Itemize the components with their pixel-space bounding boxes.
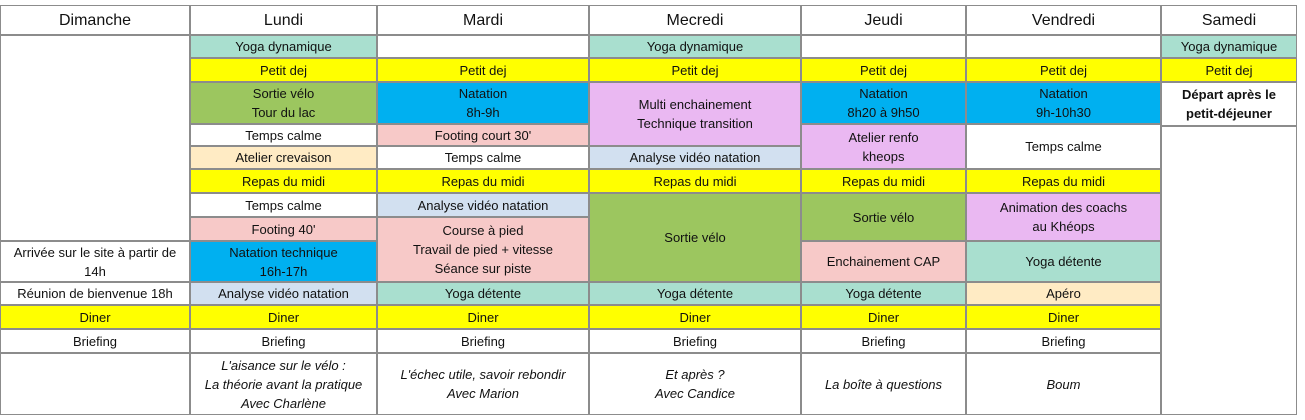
jeudi-yoga-cell[interactable] xyxy=(801,282,966,305)
dimanche-reunion-cell[interactable] xyxy=(0,282,190,305)
dimanche-briefing-label: Briefing xyxy=(72,333,118,349)
mercredi-diner-cell[interactable] xyxy=(589,305,801,329)
lundi-sortie-line1: Sortie vélo xyxy=(252,86,315,101)
lundi-soiree-line1: L'aisance sur le vélo : xyxy=(221,357,346,373)
samedi-yoga-cell[interactable] xyxy=(1161,35,1297,58)
lundi-temps-calme-label: Temps calme xyxy=(245,127,322,143)
vendredi-animation-cell[interactable] xyxy=(966,193,1161,241)
vendredi-animation-line2: au Khéops xyxy=(1032,219,1095,234)
lundi-sortie-velo-cell[interactable] xyxy=(190,82,377,124)
day-header-lundi[interactable] xyxy=(190,5,377,35)
jeudi-briefing-cell[interactable] xyxy=(801,329,966,353)
lundi-natation-line1: Natation technique xyxy=(229,244,338,260)
samedi-depart-line2: petit-déjeuner xyxy=(1186,106,1272,121)
mercredi-repas-cell[interactable] xyxy=(589,169,801,193)
vendredi-petit-dej-cell[interactable] xyxy=(966,58,1161,82)
dimanche-empty-cell[interactable] xyxy=(0,35,190,241)
mercredi-yoga-detente-label: Yoga détente xyxy=(656,286,734,301)
jeudi-atelier-cell[interactable] xyxy=(801,124,966,169)
lundi-natation-line2: 16h-17h xyxy=(259,263,308,279)
lundi-diner-label: Diner xyxy=(267,309,300,325)
mercredi-analyse-label: Analyse vidéo natation xyxy=(629,150,761,165)
mercredi-sortie-velo-cell[interactable] xyxy=(589,193,801,282)
mercredi-multi-cell[interactable] xyxy=(589,82,801,146)
samedi-empty-cell[interactable] xyxy=(1161,126,1297,415)
day-header-label: Samedi xyxy=(1201,11,1257,29)
mercredi-briefing-label: Briefing xyxy=(672,333,718,349)
lundi-footing-label: Footing 40' xyxy=(251,221,316,237)
mardi-yoga-cell[interactable] xyxy=(377,282,589,305)
jeudi-sortie-velo-cell[interactable] xyxy=(801,193,966,241)
jeudi-soiree-cell[interactable] xyxy=(801,353,966,415)
mardi-footing-cell[interactable] xyxy=(377,124,589,146)
jeudi-repas-label: Repas du midi xyxy=(841,173,926,189)
mercredi-multi-line2: Technique transition xyxy=(637,116,753,131)
jeudi-empty-cell[interactable] xyxy=(801,35,966,58)
samedi-depart-line1: Départ après le xyxy=(1182,87,1276,102)
day-header-mercredi[interactable] xyxy=(589,5,801,35)
dimanche-diner-label: Diner xyxy=(79,309,111,325)
vendredi-repas-cell[interactable] xyxy=(966,169,1161,193)
mercredi-yoga-cell[interactable] xyxy=(589,35,801,58)
mardi-repas-cell[interactable] xyxy=(377,169,589,193)
mardi-course-line1: Course à pied xyxy=(442,223,524,238)
jeudi-sortie-label: Sortie vélo xyxy=(852,209,915,225)
day-header-label: Mardi xyxy=(462,11,503,29)
day-header-mardi[interactable] xyxy=(377,5,589,35)
day-header-label: Vendredi xyxy=(1031,11,1096,29)
lundi-petit-dej-label: Petit dej xyxy=(260,62,307,78)
dimanche-evening-empty-cell[interactable] xyxy=(0,353,190,415)
lundi-footing-cell[interactable] xyxy=(190,217,377,241)
mercredi-briefing-cell[interactable] xyxy=(589,329,801,353)
vendredi-briefing-label: Briefing xyxy=(1041,333,1086,349)
mercredi-multi-line1: Multi enchainement xyxy=(638,97,752,112)
vendredi-empty-cell[interactable] xyxy=(966,35,1161,58)
samedi-petit-dej-label: Petit dej xyxy=(1205,62,1253,78)
vendredi-briefing-cell[interactable] xyxy=(966,329,1161,353)
dimanche-diner-cell[interactable] xyxy=(0,305,190,329)
mercredi-repas-label: Repas du midi xyxy=(653,173,737,189)
mardi-diner-label: Diner xyxy=(467,309,499,325)
lundi-petit-dej-cell[interactable] xyxy=(190,58,377,82)
lundi-yoga-label: Yoga dynamique xyxy=(235,39,332,54)
mardi-repas-label: Repas du midi xyxy=(441,173,525,189)
jeudi-natation-line2: 8h20 à 9h50 xyxy=(847,105,920,120)
vendredi-natation-line2: 9h-10h30 xyxy=(1036,105,1091,120)
mercredi-soiree-line2: Avec Candice xyxy=(655,386,735,401)
mercredi-analyse-cell[interactable] xyxy=(589,146,801,169)
mercredi-soiree-line1: Et après ? xyxy=(665,367,725,382)
day-header-label: Lundi xyxy=(263,11,304,29)
lundi-briefing-label: Briefing xyxy=(261,333,306,349)
mardi-soiree-cell[interactable] xyxy=(377,353,589,415)
jeudi-natation-cell[interactable] xyxy=(801,82,966,124)
vendredi-animation-line1: Animation des coachs xyxy=(999,200,1128,215)
vendredi-natation-line1: Natation xyxy=(1039,86,1088,101)
mardi-natation-line2: 8h-9h xyxy=(466,105,500,120)
mardi-footing-label: Footing court 30' xyxy=(434,127,532,143)
day-header-samedi[interactable] xyxy=(1161,5,1297,35)
jeudi-repas-cell[interactable] xyxy=(801,169,966,193)
lundi-diner-cell[interactable] xyxy=(190,305,377,329)
mercredi-diner-label: Diner xyxy=(679,309,711,325)
vendredi-soiree-cell[interactable] xyxy=(966,353,1161,415)
dimanche-reunion-label: Réunion de bienvenue 18h xyxy=(17,286,173,301)
day-header-label: Dimanche xyxy=(58,11,132,29)
mercredi-petit-dej-label: Petit dej xyxy=(671,62,719,78)
dimanche-arrivee-line2: 14h xyxy=(84,263,106,279)
jeudi-petit-dej-label: Petit dej xyxy=(860,62,907,78)
mardi-course-line2: Travail de pied + vitesse xyxy=(412,242,554,257)
lundi-atelier-label: Atelier crevaison xyxy=(235,150,332,165)
day-header-jeudi[interactable] xyxy=(801,5,966,35)
mardi-temps-calme-label: Temps calme xyxy=(444,150,522,165)
mardi-soiree-line2: Avec Marion xyxy=(446,386,519,401)
jeudi-diner-cell[interactable] xyxy=(801,305,966,329)
mardi-analyse-cell[interactable] xyxy=(377,193,589,217)
vendredi-diner-label: Diner xyxy=(1047,309,1080,325)
lundi-temps-calme2-cell[interactable] xyxy=(190,193,377,217)
lundi-temps-calme-cell[interactable] xyxy=(190,124,377,146)
mardi-natation-line1: Natation xyxy=(458,86,508,101)
vendredi-yoga-label: Yoga détente xyxy=(1025,254,1102,269)
samedi-depart-cell[interactable] xyxy=(1161,82,1297,126)
jeudi-enchainement-cell[interactable] xyxy=(801,241,966,282)
lundi-temps-calme2-label: Temps calme xyxy=(245,197,322,213)
vendredi-diner-cell[interactable] xyxy=(966,305,1161,329)
day-header-label: Jeudi xyxy=(864,11,903,29)
day-header-vendredi[interactable] xyxy=(966,5,1161,35)
mardi-soiree-line1: L'échec utile, savoir rebondir xyxy=(400,367,566,382)
vendredi-yoga-cell[interactable] xyxy=(966,241,1161,282)
mardi-yoga-label: Yoga détente xyxy=(444,286,522,301)
jeudi-natation-line1: Natation xyxy=(859,86,908,101)
vendredi-petit-dej-label: Petit dej xyxy=(1040,62,1087,78)
samedi-yoga-label: Yoga dynamique xyxy=(1180,39,1278,54)
lundi-soiree-line2: La théorie avant la pratique xyxy=(204,376,363,392)
samedi-petit-dej-cell[interactable] xyxy=(1161,58,1297,82)
mardi-briefing-cell[interactable] xyxy=(377,329,589,353)
mardi-empty-cell[interactable] xyxy=(377,35,589,58)
vendredi-temps-calme-label: Temps calme xyxy=(1025,139,1102,154)
dimanche-arrivee-cell[interactable] xyxy=(0,241,190,282)
lundi-briefing-cell[interactable] xyxy=(190,329,377,353)
day-header-label: Mecredi xyxy=(666,11,724,29)
mardi-temps-calme-cell[interactable] xyxy=(377,146,589,169)
lundi-sortie-line2: Tour du lac xyxy=(251,105,316,120)
day-header-dimanche[interactable] xyxy=(0,5,190,35)
vendredi-temps-calme-cell[interactable] xyxy=(966,124,1161,169)
dimanche-arrivee-line1: Arrivée sur le site à partir de xyxy=(13,244,177,260)
lundi-natation-cell[interactable] xyxy=(190,241,377,282)
lundi-atelier-cell[interactable] xyxy=(190,146,377,169)
vendredi-apero-label: Apéro xyxy=(1046,286,1081,301)
jeudi-enchainement-label: Enchainement CAP xyxy=(826,254,941,269)
jeudi-petit-dej-cell[interactable] xyxy=(801,58,966,82)
jeudi-diner-label: Diner xyxy=(867,309,900,325)
lundi-analyse-label: Analyse vidéo natation xyxy=(218,286,349,301)
vendredi-soiree-label: Boum xyxy=(1046,376,1081,392)
mardi-petit-dej-cell[interactable] xyxy=(377,58,589,82)
mercredi-sortie-label: Sortie vélo xyxy=(664,230,726,245)
lundi-repas-label: Repas du midi xyxy=(241,173,326,189)
vendredi-repas-label: Repas du midi xyxy=(1021,173,1106,189)
mardi-analyse-label: Analyse vidéo natation xyxy=(417,197,549,213)
lundi-soiree-line3: Avec Charlène xyxy=(240,395,327,411)
jeudi-briefing-label: Briefing xyxy=(861,333,906,349)
vendredi-natation-cell[interactable] xyxy=(966,82,1161,124)
mardi-course-cell[interactable] xyxy=(377,217,589,282)
jeudi-atelier-line2: kheops xyxy=(862,148,905,164)
jeudi-soiree-label: La boîte à questions xyxy=(824,376,943,392)
lundi-analyse-cell[interactable] xyxy=(190,282,377,305)
mercredi-petit-dej-cell[interactable] xyxy=(589,58,801,82)
dimanche-briefing-cell[interactable] xyxy=(0,329,190,353)
mardi-course-line3: Séance sur piste xyxy=(434,261,532,276)
mercredi-soiree-cell[interactable] xyxy=(589,353,801,415)
mardi-petit-dej-label: Petit dej xyxy=(459,62,507,78)
mercredi-yoga-detente-cell[interactable] xyxy=(589,282,801,305)
lundi-soiree-cell[interactable] xyxy=(190,353,377,415)
mardi-briefing-label: Briefing xyxy=(460,333,506,349)
vendredi-apero-cell[interactable] xyxy=(966,282,1161,305)
lundi-yoga-cell[interactable] xyxy=(190,35,377,58)
mercredi-yoga-label: Yoga dynamique xyxy=(646,39,744,54)
jeudi-atelier-line1: Atelier renfo xyxy=(848,129,919,145)
mardi-diner-cell[interactable] xyxy=(377,305,589,329)
lundi-repas-cell[interactable] xyxy=(190,169,377,193)
mardi-natation-cell[interactable] xyxy=(377,82,589,124)
jeudi-yoga-label: Yoga détente xyxy=(845,286,922,301)
